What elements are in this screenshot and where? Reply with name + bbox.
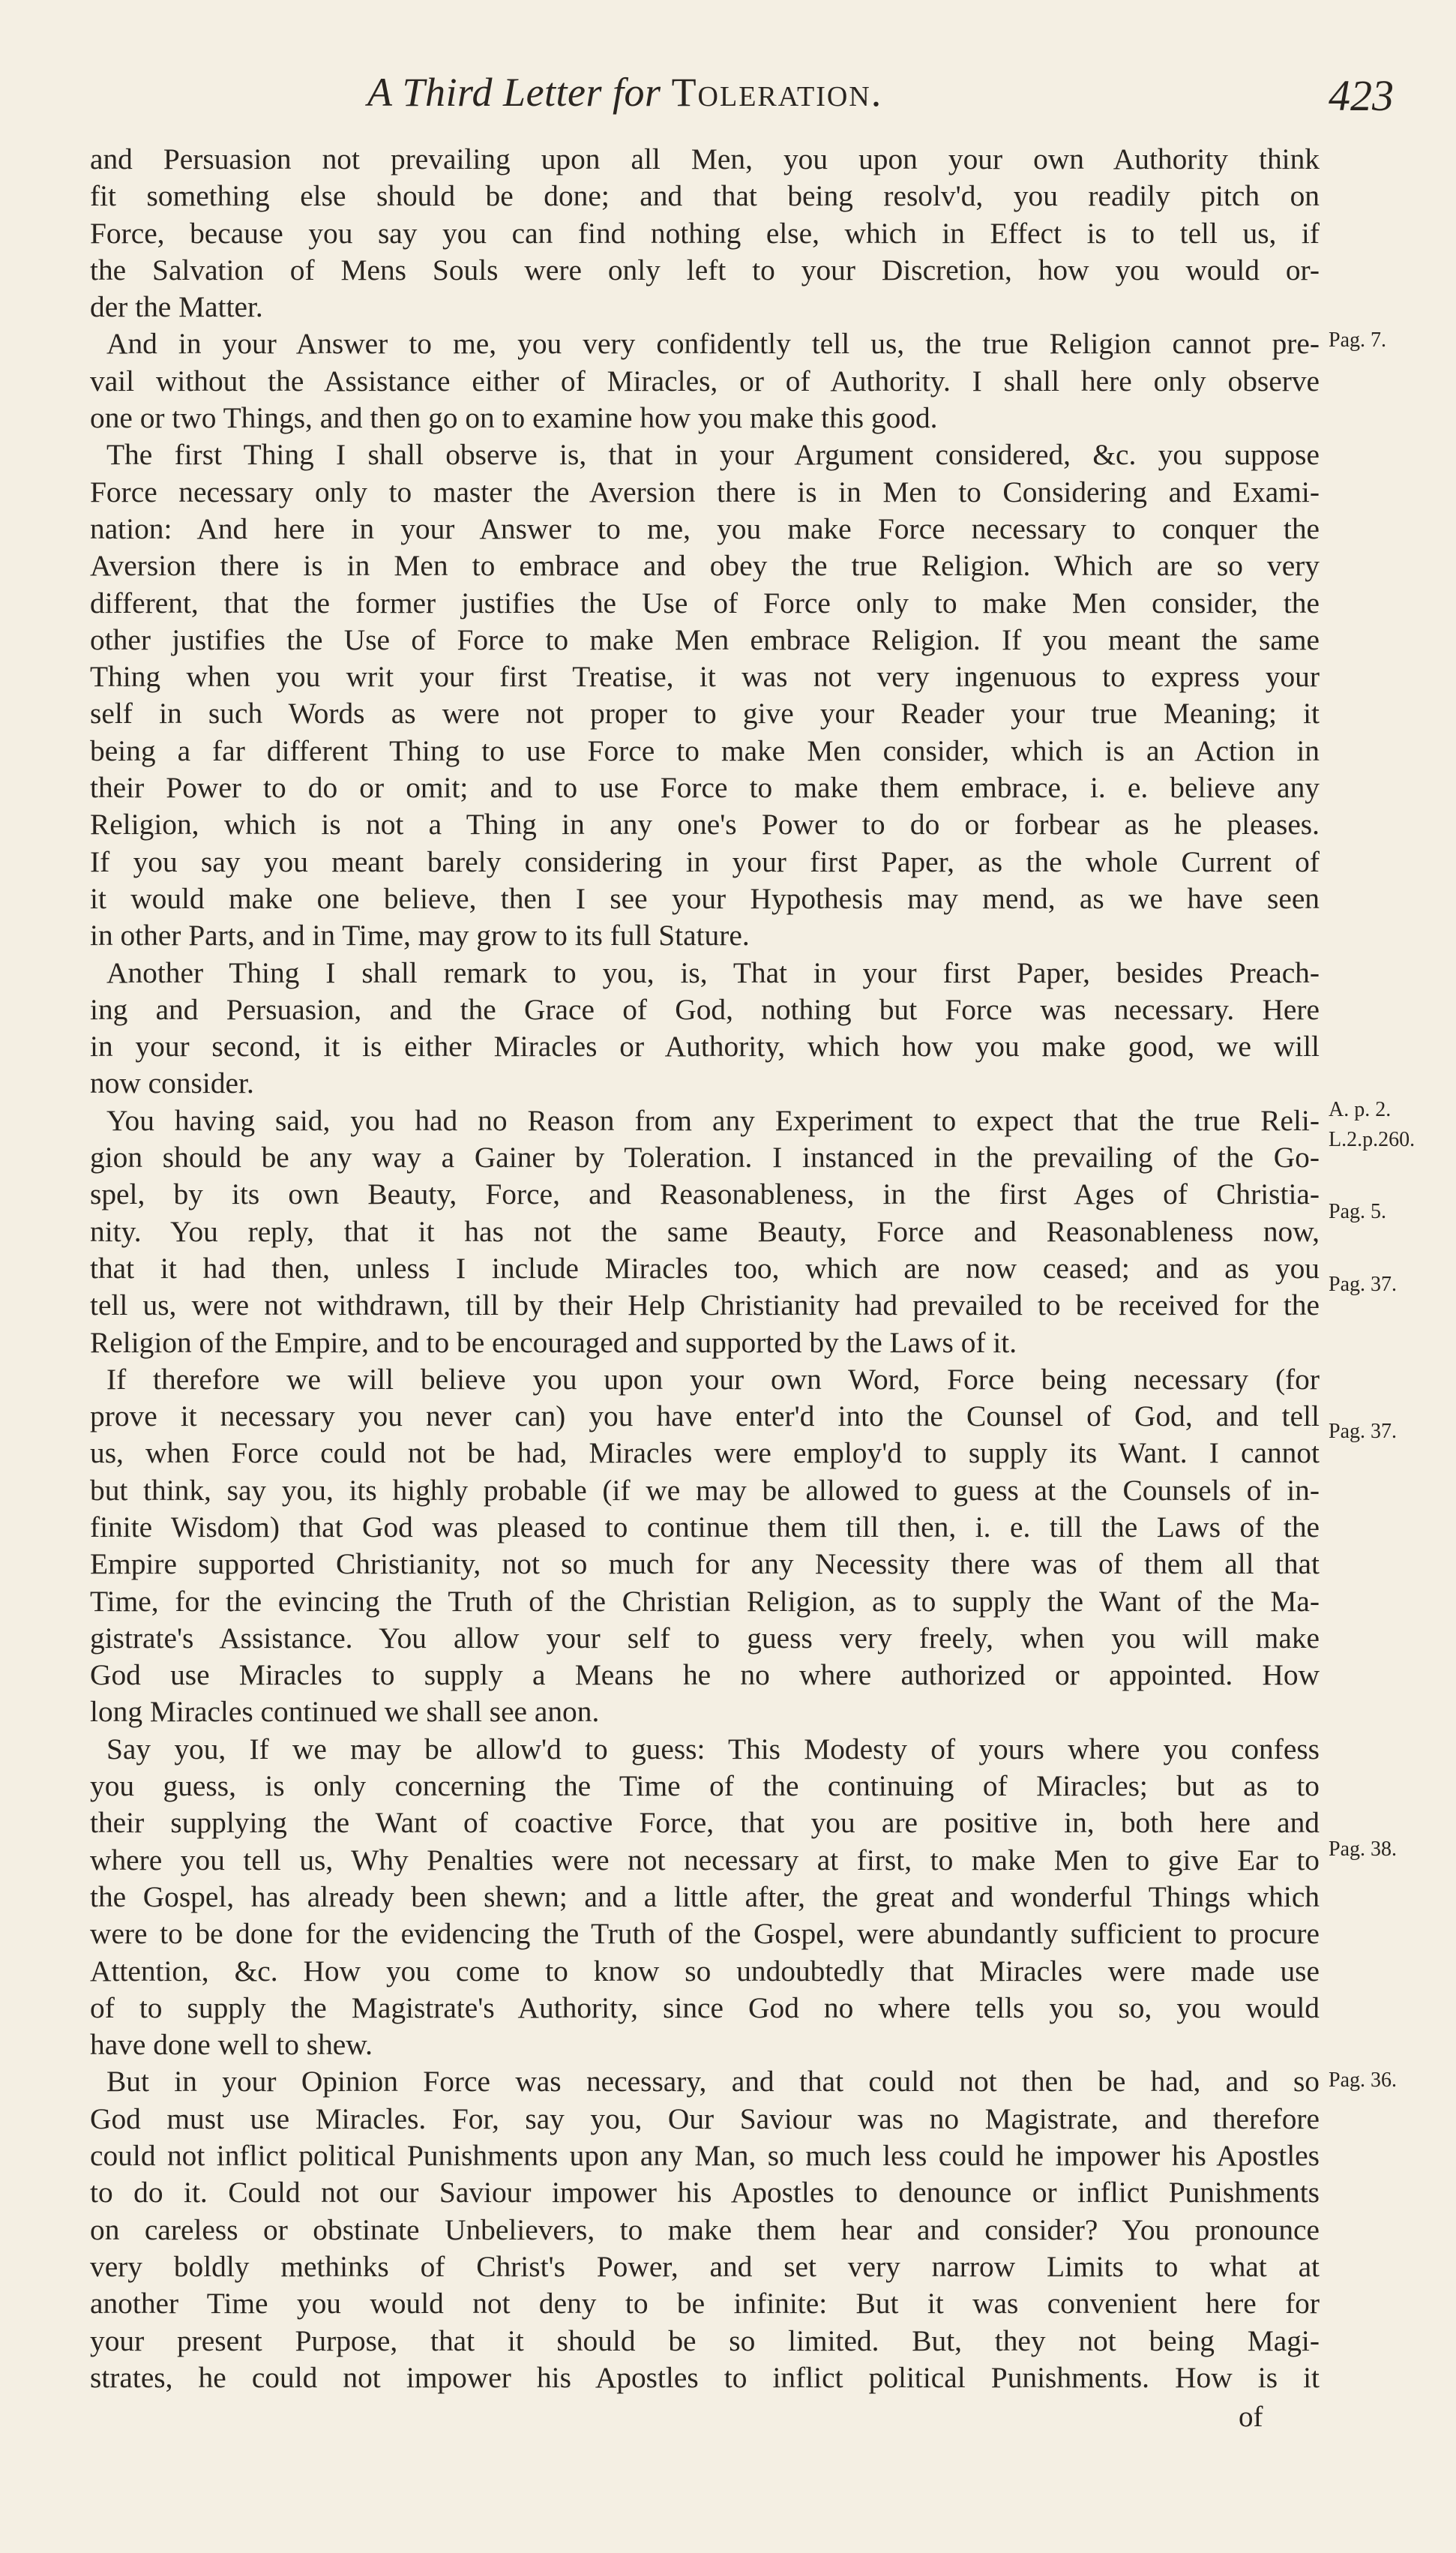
running-title [367, 69, 1042, 116]
text-line: nation: And here in your Answer to me, you make Force necessary to conquer the [90, 512, 1320, 545]
text-line: us, when Force could not be had, Miracles were employ'd to supply its Want. I cannot [90, 1436, 1320, 1470]
text-line: You having said, you had no Reason from any Experiment to expect that the true Reli- [106, 1103, 1320, 1137]
text-line: your present Purpose, that it should be so limited. But, they not being Magi- [90, 2324, 1320, 2357]
text-line: it would make one believe, then I see your Hypothesis may mend, as we have seen [90, 881, 1320, 915]
margin-note: Pag. 36. [1329, 2068, 1397, 2092]
text-line: their supplying the Want of coactive Force, that you are positive in, both here and [90, 1806, 1320, 1840]
text-line: The first Thing I shall observe is, that in your Argument considered, &c. you suppose [106, 438, 1320, 472]
text-line: that it had then, unless I include Miracles too, which are now ceased; and as you [90, 1251, 1320, 1285]
text-line: strates, he could not impower his Apostles to inflict political Punishments. How is it [90, 2360, 1320, 2394]
margin-note: Pag. 38. [1329, 1838, 1397, 1861]
text-line: tell us, were not withdrawn, till by their Help Christianity had prevailed to be received for the [90, 1288, 1320, 1322]
running-title-caps: Toleration. [671, 70, 883, 115]
text-line: and Persuasion not prevailing upon all Men, you upon your own Authority think [90, 142, 1320, 176]
text-line: on careless or obstinate Unbelievers, to make them hear and consider? You pronounce [90, 2212, 1320, 2246]
running-header [0, 69, 1456, 129]
catchword: of [1239, 2401, 1263, 2433]
text-line: different, that the former justifies the Use of Force only to make Men consider, the [90, 586, 1320, 620]
text-line: Force necessary only to master the Aversion there is in Men to Considering and Exami- [90, 475, 1320, 508]
text-line: long Miracles continued we shall see anon. [90, 1695, 600, 1729]
text-line: If you say you meant barely considering in your first Paper, as the whole Current of [90, 844, 1320, 878]
margin-note: Pag. 37. [1329, 1273, 1397, 1296]
text-line: God use Miracles to supply a Means he no where authorized or appointed. How [90, 1658, 1320, 1692]
text-line: gion should be any way a Gainer by Toleration. I instanced in the prevailing of the Go- [90, 1141, 1320, 1174]
text-line: Force, because you say you can find nothing else, which in Effect is to tell us, if [90, 216, 1320, 250]
text-line: ing and Persuasion, and the Grace of God, nothing but Force was necessary. Here [90, 992, 1320, 1026]
margin-note: Pag. 5. [1329, 1200, 1386, 1223]
text-line: of to supply the Magistrate's Authority, since God no where tells you so, you would [90, 1990, 1320, 2024]
text-line: were to be done for the evidencing the Truth of the Gospel, were abundantly sufficient to procure [90, 1917, 1320, 1951]
text-line: the Gospel, has already been shewn; and a little after, the great and wonderful Things which [90, 1880, 1320, 1913]
margin-note: Pag. 37. [1329, 1420, 1397, 1443]
text-line: in your second, it is either Miracles or Authority, which how you make good, we will [90, 1030, 1320, 1064]
text-line: gistrate's Assistance. You allow your self to guess very freely, when you will make [90, 1621, 1320, 1654]
running-title-italic: A Third Letter for [367, 70, 661, 115]
text-line: Attention, &c. How you come to know so undoubtedly that Miracles were made use [90, 1954, 1320, 1988]
text-line: Aversion there is in Men to embrace and obey the true Religion. Which are so very [90, 549, 1320, 583]
text-line: to do it. Could not our Saviour impower his Apostles to denounce or inflict Punishments [90, 2176, 1320, 2210]
text-line: fit something else should be done; and that being resolv'd, you readily pitch on [90, 179, 1320, 213]
text-line: now consider. [90, 1066, 254, 1100]
text-line: self in such Words as were not proper to give your Reader your true Meaning; it [90, 697, 1320, 730]
text-line: their Power to do or omit; and to use Force to make them embrace, i. e. believe any [90, 771, 1320, 805]
text-line: God must use Miracles. For, say you, Our Saviour was no Magistrate, and therefore [90, 2102, 1320, 2135]
text-line: being a far different Thing to use Force to make Men consider, which is an Action in [90, 734, 1320, 767]
text-line: Time, for the evincing the Truth of the Christian Religion, as to supply the Want of the Ma- [90, 1584, 1320, 1618]
text-line: very boldly methinks of Christ's Power, and set very narrow Limits to what at [90, 2249, 1320, 2283]
margin-note: L.2.p.260. [1329, 1128, 1416, 1151]
text-line: vail without the Assistance either of Miracles, or of Authority. I shall here only observe [90, 364, 1320, 398]
text-line: could not inflict political Punishments upon any Man, so much less could he impower his Apostles [90, 2139, 1320, 2173]
text-line: the Salvation of Mens Souls were only left to your Discretion, how you would or- [90, 253, 1320, 286]
body-text [90, 141, 1320, 2396]
text-line: Religion of the Empire, and to be encouraged and supported by the Laws of it. [90, 1325, 1017, 1359]
text-line: der the Matter. [90, 290, 263, 324]
margin-note: A. p. 2. [1329, 1098, 1392, 1121]
text-line: other justifies the Use of Force to make Men embrace Religion. If you meant the same [90, 622, 1320, 656]
text-line: Another Thing I shall remark to you, is, That in your first Paper, besides Preach- [106, 956, 1320, 989]
text-line: have done well to shew. [90, 2028, 373, 2062]
text-line: but think, say you, its highly probable (if we may be allowed to guess at the Counsels of in- [90, 1473, 1320, 1507]
text-line: And in your Answer to me, you very confidently tell us, the true Religion cannot pre- [106, 327, 1320, 361]
margin-note: Pag. 7. [1329, 328, 1386, 352]
text-line: nity. You reply, that it has not the same Beauty, Force and Reasonableness now, [90, 1214, 1320, 1248]
text-line: in other Parts, and in Time, may grow to its full Stature. [90, 919, 750, 952]
text-line: spel, by its own Beauty, Force, and Reasonableness, in the first Ages of Christia- [90, 1178, 1320, 1211]
text-line: where you tell us, Why Penalties were not necessary at first, to make Men to give Ear to [90, 1843, 1320, 1876]
text-line: If therefore we will believe you upon your own Word, Force being necessary (for [106, 1362, 1320, 1396]
text-line: one or two Things, and then go on to examine how you make this good. [90, 401, 938, 435]
text-line: prove it necessary you never can) you have enter'd into the Counsel of God, and tell [90, 1400, 1320, 1433]
text-line: Empire supported Christianity, not so much for any Necessity there was of them all that [90, 1547, 1320, 1581]
text-line: Say you, If we may be allow'd to guess: This Modesty of yours where you confess [106, 1732, 1320, 1766]
text-line: another Time you would not deny to be infinite: But it was convenient here for [90, 2287, 1320, 2320]
text-line: Thing when you writ your first Treatise, it was not very ingenuous to express your [90, 660, 1320, 694]
text-line: finite Wisdom) that God was pleased to continue them till then, i. e. till the Laws of the [90, 1510, 1320, 1544]
text-line: you guess, is only concerning the Time of the continuing of Miracles; but as to [90, 1769, 1320, 1803]
page-number: 423 [1329, 71, 1394, 120]
text-line: But in your Opinion Force was necessary, and that could not then be had, and so [106, 2065, 1320, 2098]
text-line: Religion, which is not a Thing in any one's Power to do or forbear as he pleases. [90, 808, 1320, 842]
